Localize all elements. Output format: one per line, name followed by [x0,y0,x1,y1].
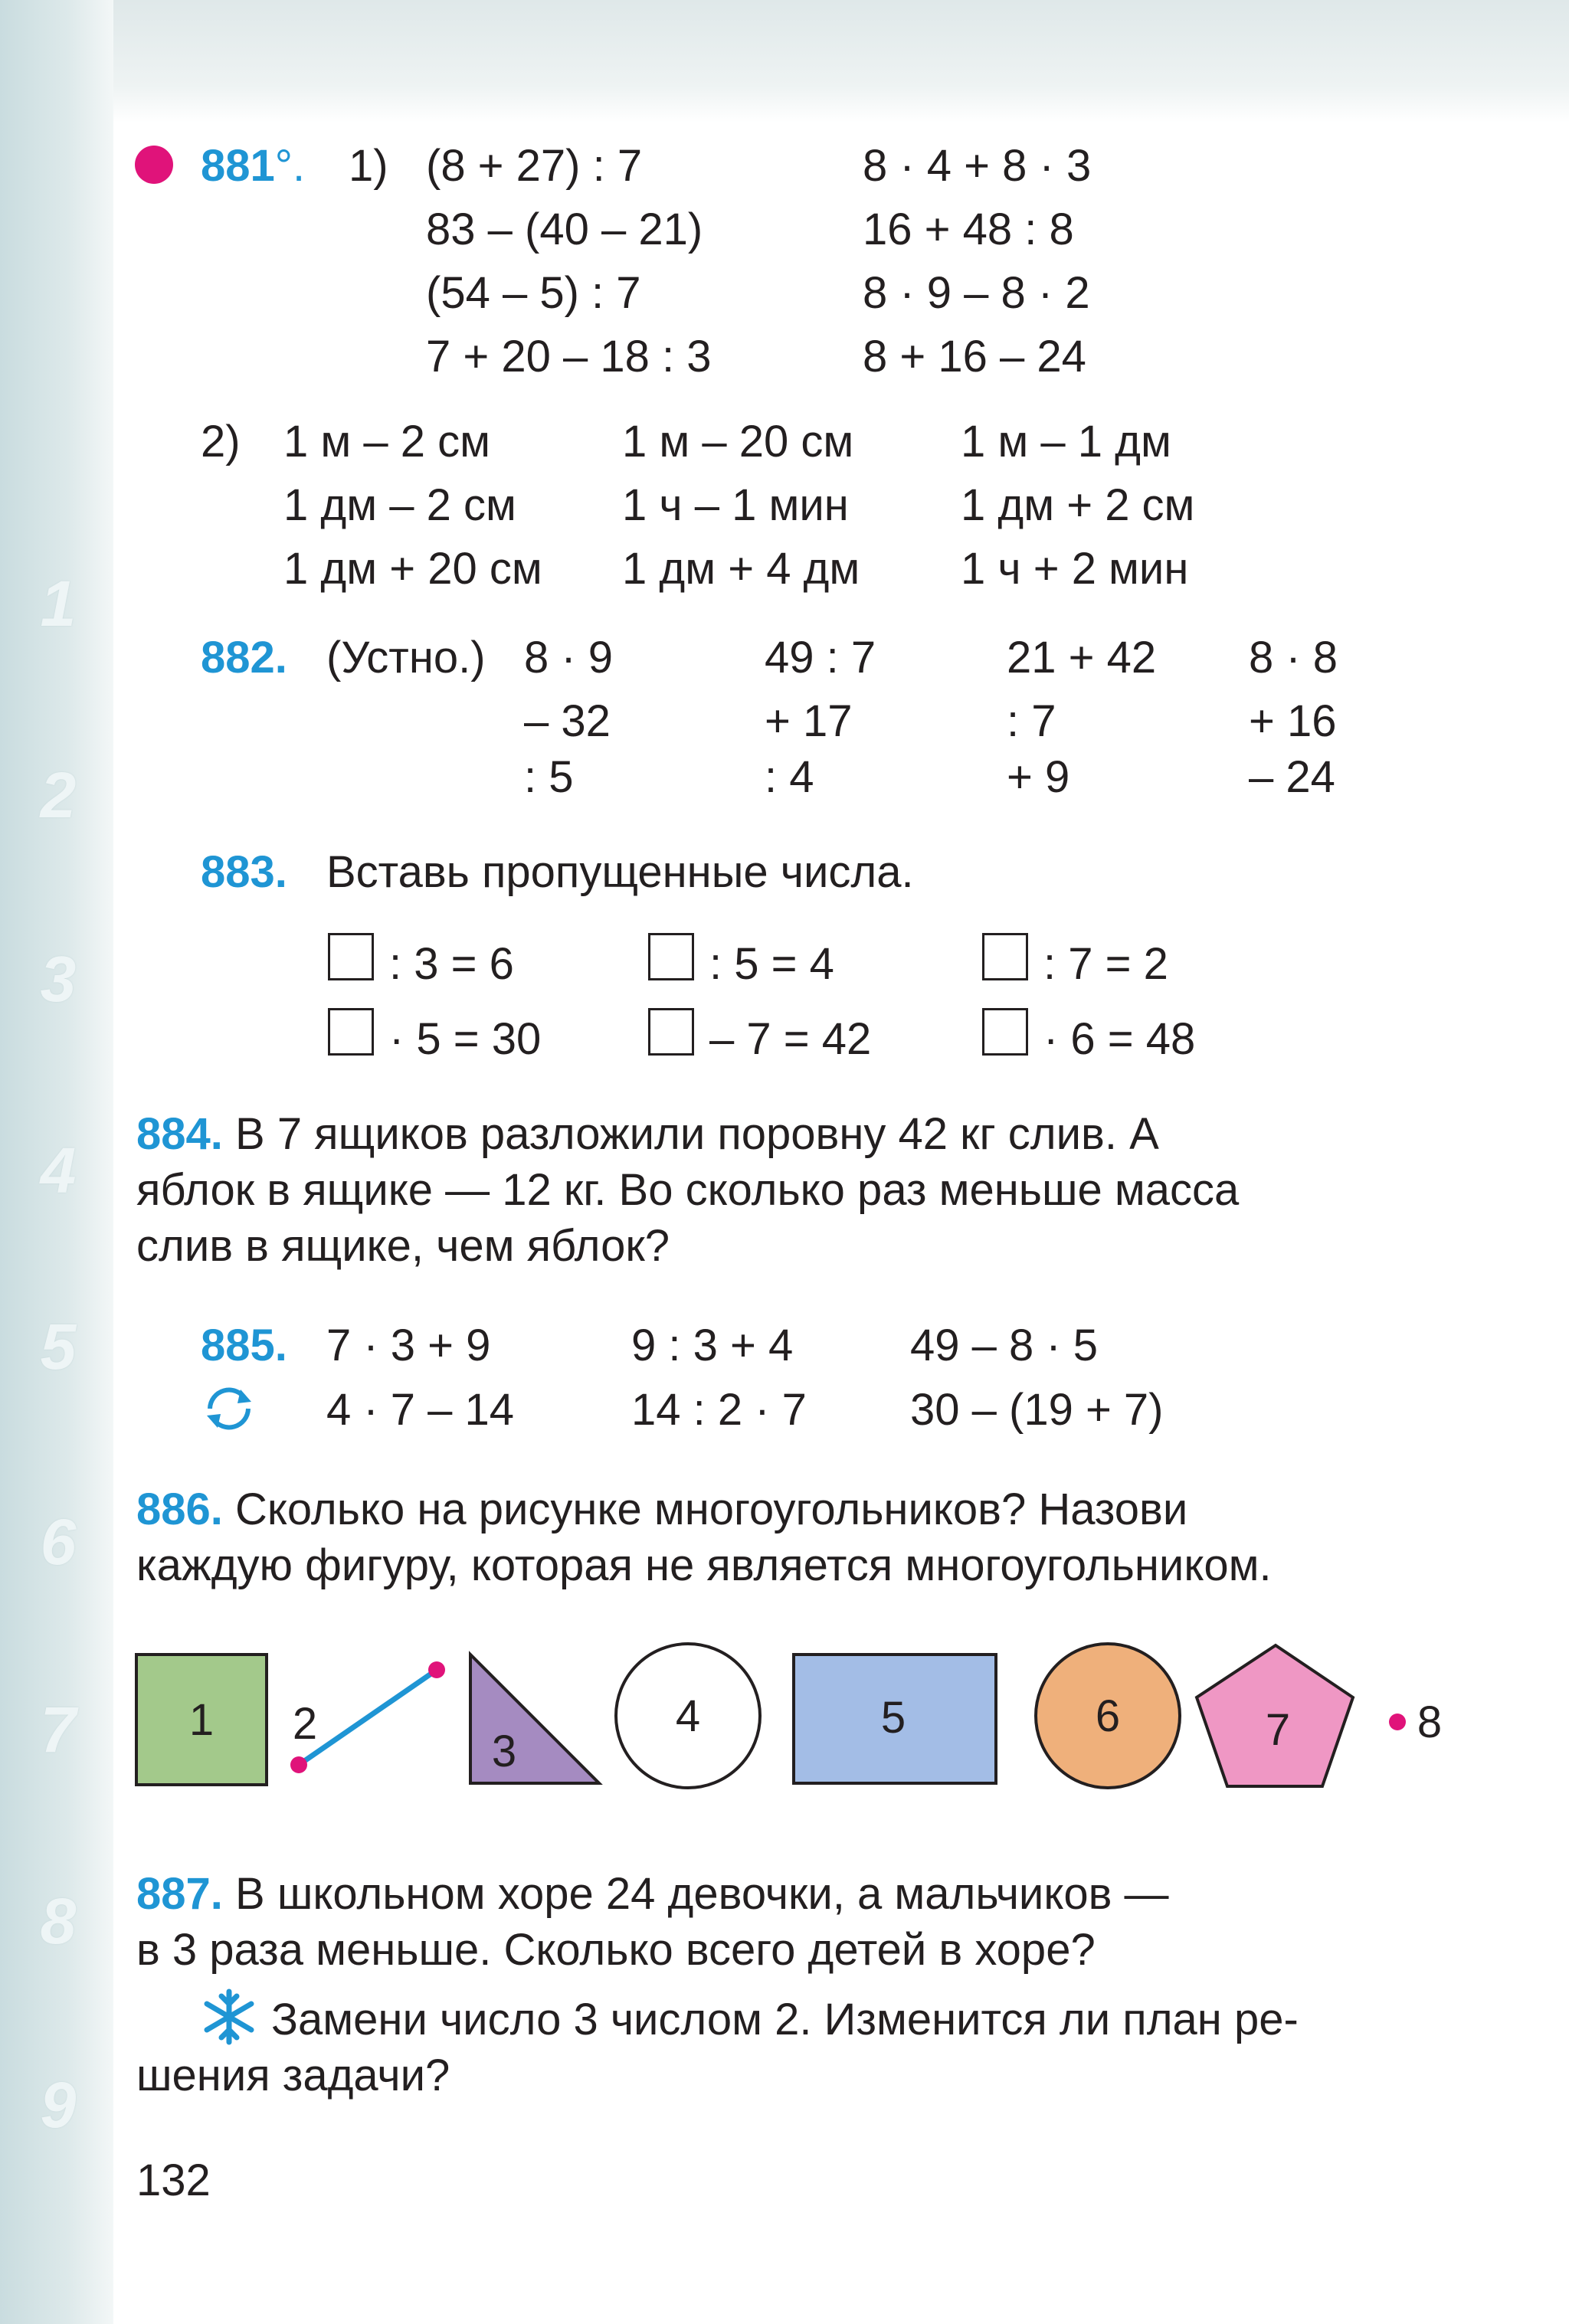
exercise-number: 886. [136,1484,223,1534]
unit-expression: 1 дм + 20 см [283,544,542,594]
figure-label: 3 [491,1727,517,1776]
equation: · 5 = 30 [389,1014,542,1064]
exercise-number: 881°. [201,141,306,191]
expression: 30 – (19 + 7) [910,1385,1164,1435]
equation: – 7 = 42 [709,1014,872,1064]
exercise-number: 882. [201,633,287,682]
chain-step: 8 · 9 [524,633,614,682]
triangle-figure [470,1655,599,1783]
answer-box[interactable] [648,933,694,980]
repeat-arrows-icon [201,1380,257,1437]
segment-endpoint [428,1661,445,1678]
figure-label: 4 [675,1691,701,1741]
strip-number: 5 [40,1311,77,1383]
exercise-text: Вставь пропущенные числа. [326,847,914,897]
strip-number: 4 [40,1134,77,1206]
segment-endpoint [290,1756,307,1773]
priority-bullet-icon [135,146,173,184]
figure-label: 8 [1417,1697,1443,1747]
chain-step: : 5 [524,752,574,802]
part-label: 1) [349,141,388,191]
chain-step: + 16 [1249,696,1337,746]
chain-step: – 24 [1249,752,1335,802]
expression: (8 + 27) : 7 [426,141,643,191]
figure-label: 1 [188,1695,215,1745]
expression: 16 + 48 : 8 [863,205,1074,254]
answer-box[interactable] [328,1008,374,1056]
expression: 83 – (40 – 21) [426,205,703,254]
unit-expression: 1 дм + 4 дм [622,544,860,594]
equation: : 5 = 4 [709,939,834,989]
strip-number: 9 [40,2069,77,2141]
problem-line: 884. В 7 ящиков разложили поровну 42 кг слив. А [136,1109,1159,1159]
problem-line: слив в ящике, чем яблок? [136,1221,670,1271]
unit-expression: 1 дм – 2 см [283,480,516,530]
expression: 49 – 8 · 5 [910,1321,1099,1370]
exercise-number: 884. [136,1109,223,1159]
chain-step: 8 · 8 [1249,633,1338,682]
equation: : 7 = 2 [1043,939,1168,989]
chain-step: + 9 [1007,752,1070,802]
expression: 4 · 7 – 14 [326,1385,515,1435]
chain-step: 49 : 7 [765,633,876,682]
strip-number: 6 [40,1506,77,1578]
answer-box[interactable] [982,933,1028,980]
problem-line: каждую фигуру, которая не является многоугольником. [136,1540,1272,1590]
chain-step: 21 + 42 [1007,633,1157,682]
unit-expression: 1 м – 20 см [622,417,854,466]
strip-number: 1 [40,568,77,640]
point-figure [1389,1714,1406,1730]
expression: 9 : 3 + 4 [631,1321,794,1370]
chain-step: + 17 [765,696,853,746]
answer-box[interactable] [328,933,374,980]
expression: 8 · 4 + 8 · 3 [863,141,1092,191]
exercise-number: 885. [201,1321,287,1370]
expression: (54 – 5) : 7 [426,268,641,318]
chain-step: : 4 [765,752,814,802]
exercise-note: (Устно.) [326,633,486,682]
left-margin-strip [0,0,113,2324]
expression: 8 · 9 – 8 · 2 [863,268,1090,318]
equation: · 6 = 48 [1043,1014,1196,1064]
problem-line: в 3 раза меньше. Сколько всего детей в хоре? [136,1925,1096,1975]
part-label: 2) [201,417,241,466]
equation: : 3 = 6 [389,939,514,989]
unit-expression: 1 ч + 2 мин [961,544,1189,594]
chain-step: – 32 [524,696,611,746]
strip-number: 3 [40,943,77,1015]
extra-task-line: Замени число 3 числом 2. Изменится ли план ре- [271,1995,1299,2044]
problem-line: 887. В школьном хоре 24 девочки, а мальчиков — [136,1869,1169,1919]
figure-label: 7 [1265,1705,1291,1755]
unit-expression: 1 м – 1 дм [961,417,1171,466]
answer-box[interactable] [982,1008,1028,1056]
exercise-number: 887. [136,1869,223,1919]
segment-figure [299,1670,437,1765]
problem-line: яблок в ящике — 12 кг. Во сколько раз меньше масса [136,1165,1240,1215]
unit-expression: 1 ч – 1 мин [622,480,849,530]
answer-box[interactable] [648,1008,694,1056]
figure-label: 5 [880,1693,906,1743]
expression: 7 + 20 – 18 : 3 [426,332,712,381]
strip-number: 8 [40,1885,77,1957]
expression: 8 + 16 – 24 [863,332,1086,381]
snowflake-icon [201,1988,257,2045]
figures-illustration [0,1624,1569,1808]
unit-expression: 1 м – 2 см [283,417,490,466]
chain-step: : 7 [1007,696,1056,746]
strip-number: 7 [40,1694,77,1766]
strip-number: 2 [40,759,77,831]
unit-expression: 1 дм + 2 см [961,480,1195,530]
problem-line: 886. Сколько на рисунке многоугольников? Назови [136,1484,1188,1534]
exercise-number: 883. [201,847,287,897]
page-top-band [0,0,1569,123]
figure-label: 2 [292,1699,318,1749]
figure-label: 6 [1095,1691,1121,1741]
extra-task-line: шения задачи? [136,2051,450,2100]
expression: 7 · 3 + 9 [326,1321,491,1370]
page-number: 132 [136,2155,211,2205]
expression: 14 : 2 · 7 [631,1385,807,1435]
